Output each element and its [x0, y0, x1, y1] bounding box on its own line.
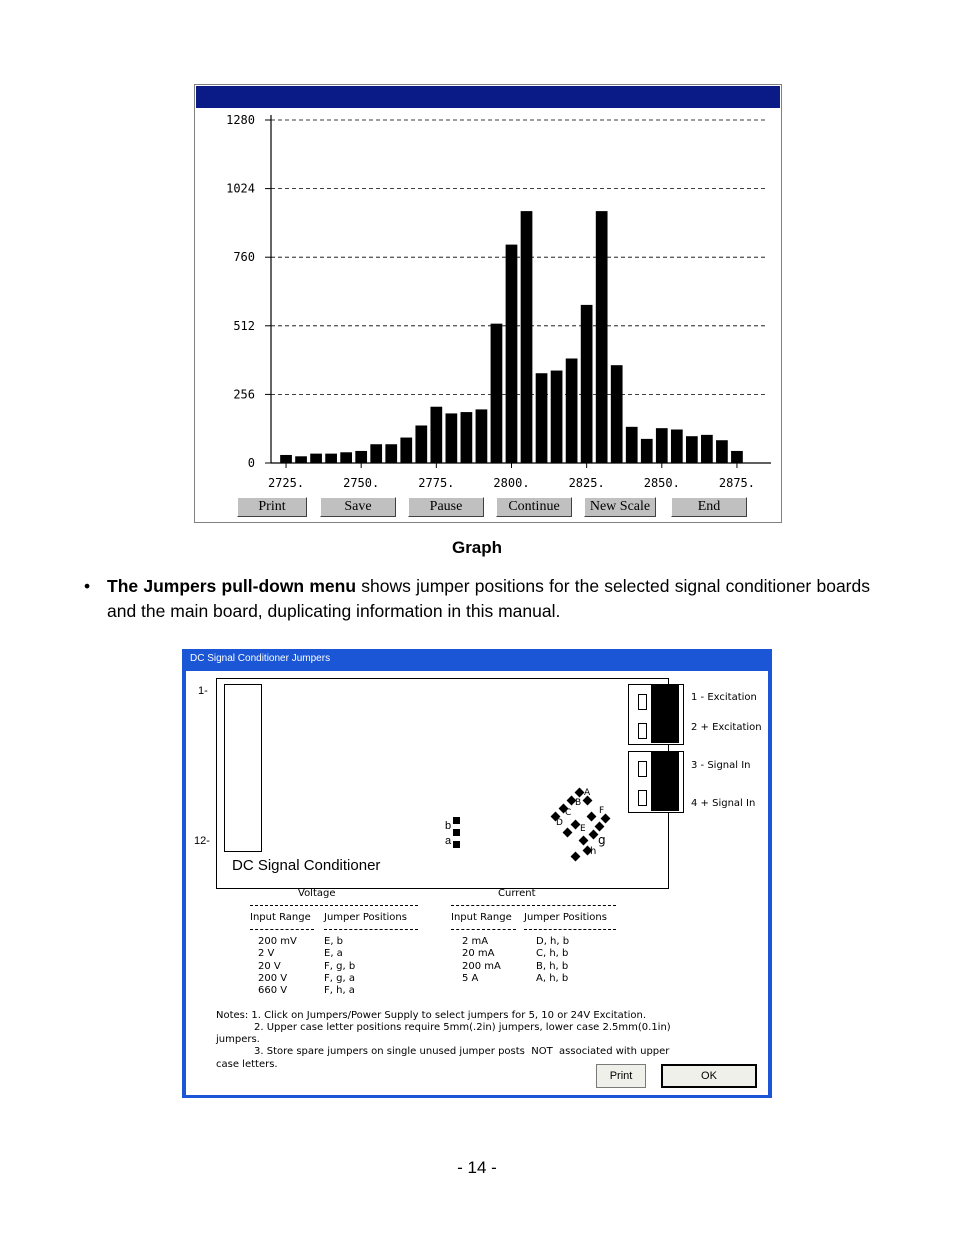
- terminal-label-3: 3 - Signal In: [691, 760, 751, 771]
- range-cell: 200 mV: [258, 936, 297, 947]
- print-button[interactable]: Print: [237, 497, 307, 517]
- divider: [324, 929, 418, 930]
- histogram-bar: [671, 430, 683, 463]
- histogram-bar: [415, 425, 427, 463]
- jumper-letter-D: D: [556, 818, 563, 828]
- note-line-1: Notes: 1. Click on Jumpers/Power Supply to select jumpers for 5, 10 or 24V Excitation.: [216, 1010, 647, 1021]
- divider: [451, 905, 616, 906]
- histogram-bar: [476, 409, 488, 463]
- jumper-letter-F: F: [599, 806, 605, 816]
- jumper-post: [575, 788, 585, 798]
- current-col-jumper-positions: Jumper Positions: [524, 912, 607, 923]
- histogram-bar: [641, 439, 653, 463]
- jumper-post: [579, 836, 589, 846]
- pause-button[interactable]: Pause: [408, 497, 484, 517]
- jumper-post[interactable]: [453, 829, 460, 836]
- new-scale-button[interactable]: New Scale: [584, 497, 656, 517]
- note-line-2: 2. Upper case letter positions require 5mm(.2in) jumpers, lower case 2.5mm(0.1in): [254, 1022, 671, 1033]
- positions-cell: F, g, b: [324, 960, 356, 972]
- dialog-print-button[interactable]: Print: [596, 1064, 646, 1088]
- histogram-bar: [731, 451, 743, 463]
- histogram-bar: [581, 305, 593, 463]
- jumper-letter-A: A: [584, 788, 591, 798]
- range-cell: 20 V: [258, 960, 281, 972]
- graph-caption: Graph: [451, 538, 503, 557]
- histogram-bar: [491, 324, 503, 463]
- terminal-block-signal: [628, 751, 684, 813]
- y-tick-label: 256: [233, 387, 255, 402]
- x-tick-label: 2800.: [493, 476, 530, 490]
- y-tick-label: 760: [233, 250, 255, 265]
- histogram-bar: [355, 451, 367, 463]
- jumper-letter-g: g: [598, 833, 606, 847]
- histogram-bar: [566, 358, 578, 463]
- jumper-letter-C: C: [565, 808, 572, 818]
- range-cell: 2 V: [258, 948, 275, 960]
- note-line-3: jumpers.: [216, 1034, 260, 1045]
- histogram-bar: [370, 444, 382, 463]
- histogram-bar: [461, 412, 473, 463]
- jumper-letter-a: a: [445, 835, 452, 847]
- positions-cell: E, a: [324, 948, 343, 960]
- jumper-post[interactable]: [453, 841, 460, 848]
- histogram-bar: [430, 407, 442, 463]
- histogram-bar: [295, 456, 307, 463]
- terminal-label-2: 2 + Excitation: [691, 722, 762, 733]
- range-cell: 20 mA: [462, 948, 495, 960]
- divider: [524, 929, 616, 930]
- graph-window: [194, 84, 782, 523]
- range-cell: 5 A: [462, 972, 479, 984]
- terminal-label-4: 4 + Signal In: [691, 798, 756, 809]
- histogram-bar: [551, 371, 563, 463]
- connector-label-1: 1-: [198, 685, 208, 697]
- divider: [250, 929, 314, 930]
- jumper-post: [571, 820, 581, 830]
- note-line-5: case letters.: [216, 1059, 278, 1070]
- jumper-post: [589, 830, 599, 840]
- histogram-bar: [340, 452, 352, 463]
- positions-cell: F, g, a: [324, 972, 355, 984]
- x-tick-label: 2850.: [643, 476, 680, 490]
- jumpers-menu-description: shows jumper positions for the selected signal conditioner boards and the main board, duplicating information in this manual.: [107, 576, 870, 621]
- terminal-label-1: 1 - Excitation: [691, 692, 757, 703]
- jumper-post: [587, 812, 597, 822]
- bullet-icon: •: [84, 576, 91, 596]
- histogram-bar: [506, 245, 518, 463]
- note-line-4: 3. Store spare jumpers on single unused jumper posts NOT associated with upper: [254, 1046, 670, 1057]
- save-button[interactable]: Save: [320, 497, 396, 517]
- x-tick-label: 2875.: [718, 476, 756, 490]
- histogram-bar: [400, 438, 412, 463]
- y-tick-label: 1280: [226, 113, 255, 127]
- histogram-bar: [280, 455, 292, 463]
- ok-button[interactable]: OK: [661, 1064, 757, 1088]
- jumpers-dialog: [182, 649, 772, 1098]
- current-col-input-range: Input Range: [451, 912, 512, 923]
- jumper-letter-E: E: [580, 824, 586, 834]
- histogram-bar: [521, 211, 533, 463]
- continue-button[interactable]: Continue: [496, 497, 572, 517]
- range-cell: 200 mA: [462, 960, 501, 972]
- jumper-letter-h: h: [590, 846, 597, 857]
- jumper-post: [563, 828, 573, 838]
- histogram-bar: [611, 365, 623, 463]
- jumper-post: [571, 852, 581, 862]
- histogram-bar: [325, 454, 337, 463]
- dialog-client-area: [186, 671, 768, 1095]
- divider: [451, 929, 516, 930]
- histogram-chart: [195, 85, 781, 522]
- x-tick-label: 2825.: [568, 476, 605, 490]
- positions-cell: D, h, b: [536, 936, 570, 947]
- histogram-bar: [446, 413, 458, 463]
- positions-cell: F, h, a: [324, 985, 355, 997]
- range-cell: 200 V: [258, 972, 288, 984]
- page-number: - 14 -: [457, 1158, 497, 1177]
- range-cell: 660 V: [258, 985, 288, 997]
- jumper-letter-B: B: [575, 798, 582, 808]
- jumper-post: [595, 822, 605, 832]
- jumper-post[interactable]: [453, 817, 460, 824]
- x-tick-label: 2750.: [343, 476, 380, 490]
- histogram-bar: [385, 444, 397, 463]
- histogram-bar: [716, 440, 728, 463]
- positions-cell: B, h, b: [536, 960, 569, 972]
- connector-strip: [224, 684, 262, 852]
- histogram-bar: [310, 454, 322, 463]
- jumper-letter-b: b: [445, 820, 452, 832]
- positions-cell: C, h, b: [536, 948, 569, 960]
- x-tick-label: 2775.: [418, 476, 455, 490]
- voltage-heading: Voltage: [298, 888, 336, 899]
- board-name: DC Signal Conditioner: [232, 857, 381, 874]
- y-tick-label: 512: [233, 318, 255, 333]
- dialog-title: DC Signal Conditioner Jumpers: [190, 653, 331, 664]
- histogram-bar: [536, 373, 548, 463]
- range-cell: 2 mA: [462, 936, 489, 947]
- histogram-bar: [701, 435, 713, 463]
- positions-cell: A, h, b: [536, 972, 569, 984]
- connector-label-12: 12-: [194, 835, 210, 847]
- histogram-bar: [596, 211, 608, 463]
- y-tick-label: 0: [247, 456, 255, 470]
- x-tick-label: 2725.: [267, 476, 305, 490]
- histogram-bar: [686, 436, 698, 463]
- end-button[interactable]: End: [671, 497, 747, 517]
- jumpers-menu-term: The Jumpers pull-down menu: [107, 576, 357, 596]
- terminal-block-excitation: [628, 684, 684, 745]
- y-tick-label: 1024: [226, 181, 255, 196]
- histogram-bar: [656, 428, 668, 463]
- voltage-col-jumper-positions: Jumper Positions: [324, 912, 407, 923]
- current-heading: Current: [498, 888, 536, 899]
- histogram-bar: [626, 427, 638, 463]
- positions-cell: E, b: [324, 936, 344, 947]
- divider: [250, 905, 418, 906]
- voltage-col-input-range: Input Range: [250, 912, 311, 923]
